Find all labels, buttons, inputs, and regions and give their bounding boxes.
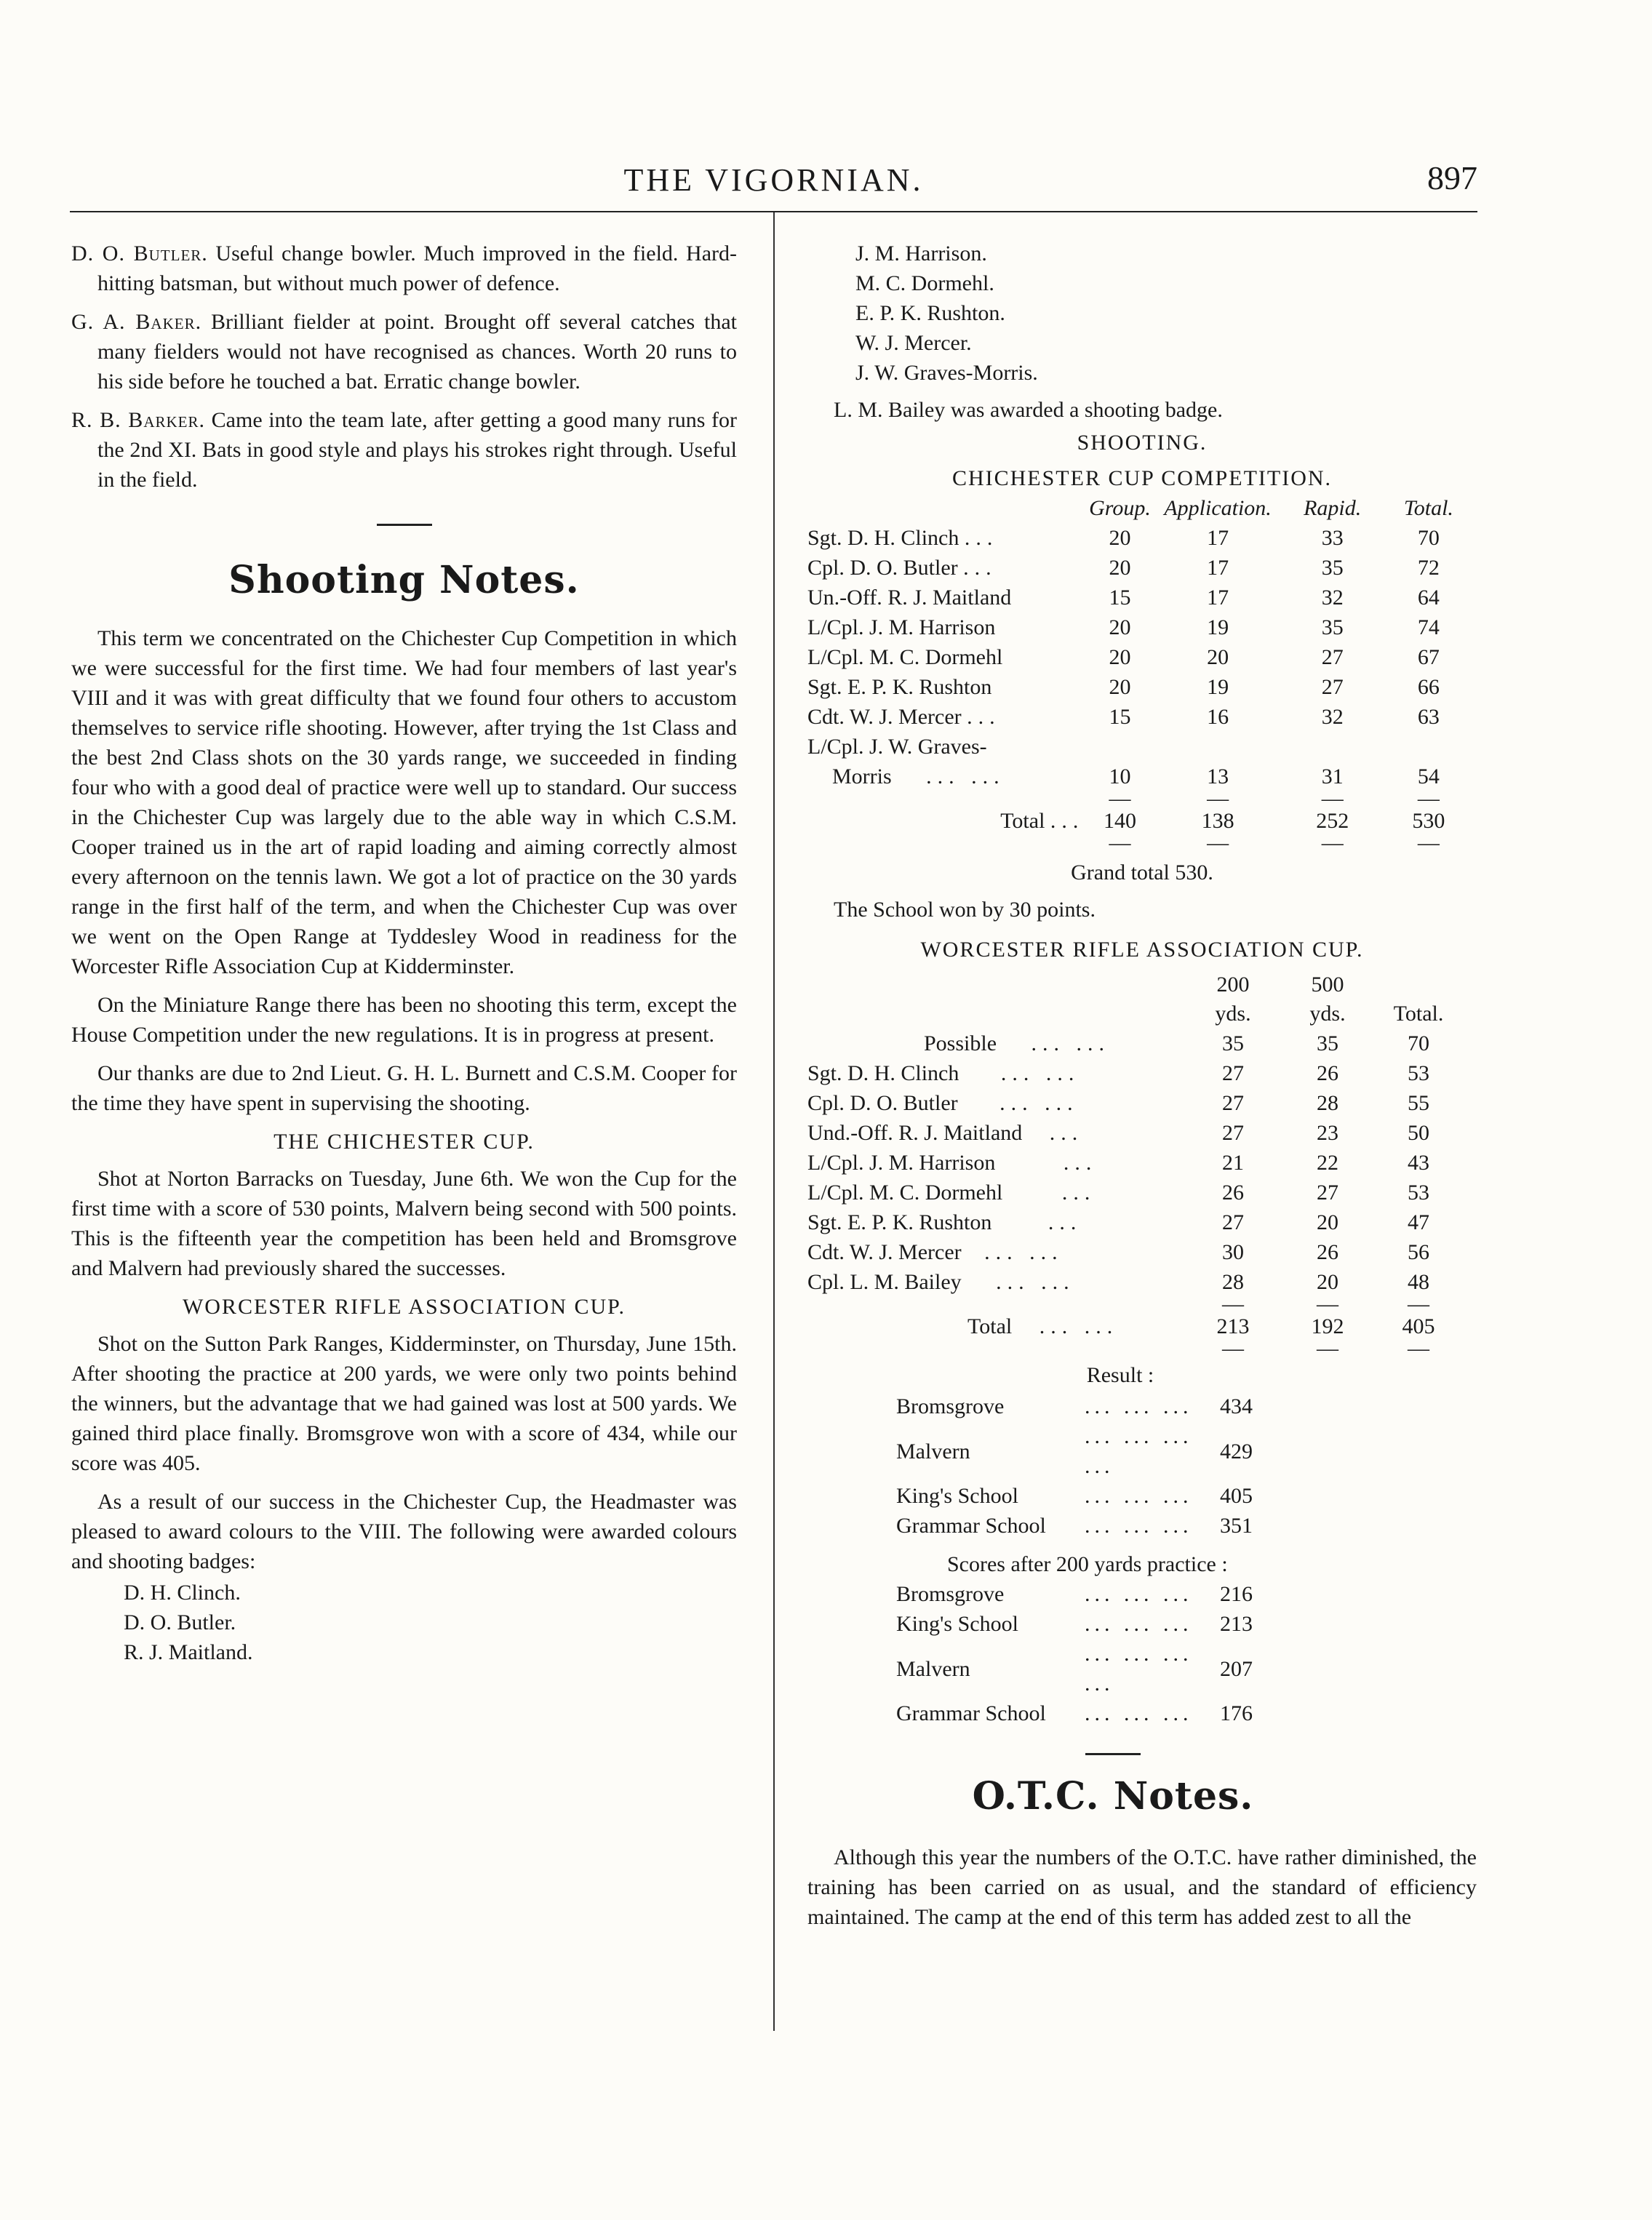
leader-dots: ... ... — [996, 1270, 1075, 1294]
table-row — [807, 1237, 1462, 1267]
list-item: J. M. Harrison. — [855, 241, 987, 265]
chichester-table — [807, 493, 1477, 855]
table-row — [807, 732, 1477, 762]
list-item: M. C. Dormehl. — [855, 271, 994, 295]
possible-label: Possible — [924, 1031, 997, 1055]
shooter-name: L/Cpl. M. C. Dormehl — [807, 1181, 1003, 1205]
score-cell: 35 — [1321, 556, 1344, 580]
leader-dots: ... ... ... — [1084, 1484, 1193, 1508]
total-cell: 213 — [1216, 1314, 1250, 1338]
shooter-name: Cpl. D. O. Butler — [807, 556, 958, 580]
leader-dots: ... ... — [1031, 1031, 1111, 1055]
score-cell: 22 — [1317, 1151, 1338, 1175]
leader-dots: ... ... — [984, 1240, 1064, 1264]
score-cell: 28 — [1222, 1270, 1244, 1294]
score-cell: 20 — [1317, 1210, 1338, 1234]
leader-dots: ... ... — [1039, 1314, 1119, 1338]
shooting-paragraph: On the Miniature Range there has been no shooting this term, except the House Competition under the new regulations. It is in progress at present. — [71, 993, 737, 1047]
column-header: Group. — [1089, 496, 1151, 520]
table-row — [807, 612, 1477, 642]
school-name: King's School — [896, 1612, 1018, 1636]
table-row — [896, 1481, 1362, 1511]
dash-row: — — — — — [1109, 831, 1440, 855]
player-name: R. B. Barker. — [71, 408, 205, 432]
leader-dots: ... — [964, 526, 999, 550]
column-header: 200 — [1216, 973, 1250, 997]
school-name: Bromsgrove — [896, 1394, 1005, 1418]
practice-label: Scores after 200 yards practice : — [947, 1552, 1228, 1576]
worcester-paragraph: Shot on the Sutton Park Ranges, Kidderminster, on Thursday, June 15th. After shooting the practice at 200 yards, we were only two points behind the winners, but the advantage that we had gained was lost at 500 yards. We gained third place finally. Bromsgrove won with a score of 434, while our score was 405. — [71, 1332, 737, 1475]
table-row — [807, 1118, 1462, 1148]
right-column — [807, 239, 1477, 1941]
leader-dots: ... ... ... ... — [1084, 1424, 1193, 1478]
table-row — [807, 523, 1477, 553]
shooter-name: Sgt. D. H. Clinch — [807, 1061, 959, 1085]
score-cell: 15 — [1109, 586, 1131, 610]
score-cell: 27 — [1222, 1210, 1244, 1234]
colours-list — [71, 1578, 737, 1667]
score-cell: 23 — [1317, 1121, 1338, 1145]
score-cell: 56 — [1408, 1240, 1429, 1264]
score-cell: 32 — [1321, 705, 1344, 729]
shooter-name: Cpl. D. O. Butler — [807, 1091, 958, 1115]
total-cell: 252 — [1316, 809, 1349, 833]
score-cell: 20 — [1109, 675, 1131, 699]
leader-dots: ... ... ... — [1084, 1612, 1193, 1636]
table-row — [896, 1421, 1362, 1481]
column-header: Total. — [1403, 496, 1453, 520]
table-row — [807, 762, 1477, 791]
score-cell: 72 — [1417, 556, 1440, 580]
shooting-paragraph: Our thanks are due to 2nd Lieut. G. H. L. Burnett and C.S.M. Cooper for the time they have spent in supervising the shooting. — [71, 1061, 737, 1115]
total-row — [807, 806, 1477, 836]
table-row — [807, 583, 1477, 612]
column-divider — [773, 212, 775, 2031]
list-item: E. P. K. Rushton. — [855, 301, 1005, 325]
score-cell: 32 — [1321, 586, 1344, 610]
score-cell: 53 — [1408, 1061, 1429, 1085]
total-cell: 140 — [1103, 809, 1136, 833]
score-cell: 20 — [1109, 526, 1131, 550]
colours-list-continued — [807, 239, 1477, 388]
score-cell: 27 — [1321, 675, 1344, 699]
score-cell: 405 — [1220, 1484, 1253, 1508]
shooter-name: Sgt. E. P. K. Rushton — [807, 675, 992, 699]
total-label: Total — [967, 1314, 1013, 1338]
grand-total: Grand total 530. — [1071, 861, 1213, 885]
score-cell: 33 — [1321, 526, 1344, 550]
score-cell: 17 — [1207, 586, 1229, 610]
total-label: Total — [1000, 809, 1045, 833]
player-description: Brilliant fielder at point. Brought off several catches that many fielders would not have recognised as chances. Worth 20 runs to his side before he touched a bat. Erratic change bowler. — [97, 310, 737, 394]
score-cell: 19 — [1207, 675, 1229, 699]
table-row — [896, 1609, 1362, 1639]
total-cell: 530 — [1412, 809, 1445, 833]
column-header: Application. — [1164, 496, 1272, 520]
score-cell: 28 — [1317, 1091, 1338, 1115]
score-cell: 66 — [1417, 675, 1440, 699]
score-cell: 27 — [1321, 645, 1344, 669]
leader-dots: ... ... ... — [1084, 1394, 1193, 1418]
table-header-row — [807, 493, 1477, 523]
table-row — [807, 642, 1477, 672]
score-cell: 27 — [1222, 1121, 1244, 1145]
score-cell: 43 — [1408, 1151, 1429, 1175]
cricket-entry — [71, 239, 737, 298]
player-description: Useful change bowler. Much improved in the field. Hard-hitting batsman, but without much power of defence. — [97, 241, 738, 295]
score-cell: 20 — [1207, 645, 1229, 669]
column-header: yds. — [1309, 1002, 1346, 1026]
colours-paragraph: As a result of our success in the Chichester Cup, the Headmaster was pleased to award colours to the VIII. The following were awarded colours and shooting badges: — [71, 1490, 737, 1573]
school-name: Malvern — [896, 1439, 970, 1464]
leader-dots: ... ... — [999, 1091, 1079, 1115]
table-row — [896, 1639, 1362, 1698]
shooting-heading: SHOOTING. — [1077, 431, 1208, 455]
score-cell: 351 — [1220, 1514, 1253, 1538]
chichester-paragraph: Shot at Norton Barracks on Tuesday, June 6th. We won the Cup for the first time with a score of 530 points, Malvern being second with 500 points. This is the fifteenth year the competition has been held and Bromsgrove and Malvern had previously shared the successes. — [71, 1167, 737, 1280]
table-row — [807, 1178, 1462, 1207]
page-number: 897 — [1427, 159, 1477, 196]
table-row — [807, 553, 1477, 583]
score-cell: 27 — [1222, 1061, 1244, 1085]
score-cell: 67 — [1417, 645, 1440, 669]
badge-note: L. M. Bailey was awarded a shooting badge. — [834, 398, 1223, 422]
shooter-name: L/Cpl. M. C. Dormehl — [807, 645, 1003, 669]
list-item: W. J. Mercer. — [855, 331, 972, 355]
table-row — [896, 1579, 1362, 1609]
shooter-name: L/Cpl. J. M. Harrison — [807, 615, 996, 639]
score-cell: 26 — [1317, 1240, 1338, 1264]
section-divider — [1085, 1753, 1141, 1755]
school-name: Malvern — [896, 1656, 970, 1681]
leader-dots: ... — [1061, 1181, 1096, 1205]
score-cell: 35 — [1317, 1031, 1338, 1055]
score-cell: 26 — [1317, 1061, 1338, 1085]
column-header: 500 — [1311, 973, 1344, 997]
shooting-paragraph: This term we concentrated on the Chichester Cup Competition in which we were successful for the first time. We had four members of last year's VIII and it was with great difficulty that we found four others to accustom themselves to service rifle shooting. However, after trying the 1st Class and the best 2nd Class shots on the 30 yards range, we succeeded in finding four who with a good deal of practice were well up to standard. Our success in the Chichester Cup was largely due to the able way in which C.S.M. Cooper trained us in the art of rapid loading and aiming correctly almost every afternoon on the tennis lawn. We got a lot of practice on the 30 yards range in the first half of the term, and when the Chichester Cup was over we went on the Open Range at Tyddesley Wood in readiness for the Worcester Rifle Association Cup at Kidderminster. — [71, 626, 737, 978]
table-header-row — [807, 999, 1462, 1029]
shooter-name: L/Cpl. J. M. Harrison — [807, 1151, 996, 1175]
shooter-name: Cdt. W. J. Mercer — [807, 705, 962, 729]
cricket-entry — [71, 307, 737, 396]
score-cell: 35 — [1222, 1031, 1244, 1055]
score-cell: 16 — [1207, 705, 1229, 729]
score-cell: 13 — [1207, 764, 1229, 788]
leader-dots: ... — [1050, 809, 1085, 833]
player-name: G. A. Baker. — [71, 310, 202, 334]
shooter-name: Und.-Off. R. J. Maitland — [807, 1121, 1023, 1145]
worcester-table-heading: WORCESTER RIFLE ASSOCIATION CUP. — [920, 938, 1364, 962]
shooter-name: L/Cpl. J. W. Graves- — [807, 735, 987, 759]
score-cell: 434 — [1220, 1394, 1253, 1418]
score-cell: 31 — [1321, 764, 1344, 788]
worcester-cup-heading: WORCESTER RIFLE ASSOCIATION CUP. — [182, 1295, 626, 1319]
score-cell: 74 — [1417, 615, 1440, 639]
otc-notes-title: O.T.C. Notes. — [972, 1774, 1254, 1818]
leader-dots: ... ... ... — [1084, 1514, 1193, 1538]
dash-row: — — — — — [1109, 786, 1440, 810]
practice-result-table — [896, 1579, 1362, 1728]
score-cell: 216 — [1220, 1582, 1253, 1606]
leader-dots: ... ... — [926, 764, 1005, 788]
score-cell: 20 — [1109, 645, 1131, 669]
section-divider — [377, 524, 432, 526]
table-row — [807, 1148, 1462, 1178]
page-header — [70, 159, 1477, 209]
score-cell: 213 — [1220, 1612, 1253, 1636]
chichester-competition-heading: CHICHESTER CUP COMPETITION. — [951, 466, 1333, 490]
school-name: Grammar School — [896, 1514, 1046, 1538]
table-row — [896, 1392, 1362, 1421]
page-title: THE VIGORNIAN. — [623, 162, 924, 198]
score-cell: 19 — [1207, 615, 1229, 639]
table-row — [807, 672, 1477, 702]
score-cell: 54 — [1417, 764, 1440, 788]
table-row — [807, 1207, 1462, 1237]
shooting-notes-title: Shooting Notes. — [228, 558, 580, 602]
list-item: J. W. Graves-Morris. — [855, 361, 1038, 385]
score-cell: 48 — [1408, 1270, 1429, 1294]
score-cell: 63 — [1417, 705, 1440, 729]
score-cell: 20 — [1317, 1270, 1338, 1294]
score-cell: 17 — [1207, 526, 1229, 550]
total-cell: 138 — [1201, 809, 1234, 833]
table-row — [807, 1058, 1462, 1088]
shooter-name: Sgt. D. H. Clinch — [807, 526, 959, 550]
left-column — [71, 239, 737, 1667]
score-cell: 176 — [1220, 1701, 1253, 1725]
result-label: Result : — [1086, 1363, 1154, 1387]
leader-dots: ... ... ... — [1084, 1582, 1193, 1606]
score-cell: 20 — [1109, 556, 1131, 580]
total-cell: 192 — [1311, 1314, 1344, 1338]
shooter-name-continued: Morris — [832, 764, 892, 788]
worcester-table — [807, 970, 1462, 1360]
score-cell: 30 — [1222, 1240, 1244, 1264]
score-cell: 27 — [1317, 1181, 1338, 1205]
school-name: Bromsgrove — [896, 1582, 1005, 1606]
score-cell: 27 — [1222, 1091, 1244, 1115]
score-cell: 15 — [1109, 705, 1131, 729]
score-cell: 17 — [1207, 556, 1229, 580]
score-cell: 53 — [1408, 1181, 1429, 1205]
result-table — [896, 1392, 1362, 1541]
dash-row: — — — — [1222, 1336, 1429, 1360]
chichester-cup-heading: THE CHICHESTER CUP. — [274, 1130, 535, 1154]
cricket-entry — [71, 405, 737, 495]
score-cell: 64 — [1417, 586, 1440, 610]
otc-paragraph: Although this year the numbers of the O.T.C. have rather diminished, the training has been carried on as usual, and the standard of efficiency maintained. The camp at the end of this term has added zest to all the — [807, 1845, 1477, 1929]
player-description: Came into the team late, after getting a good many runs for the 2nd XI. Bats in good style and plays his strokes right through. Useful in the field. — [97, 408, 738, 492]
score-cell: 26 — [1222, 1181, 1244, 1205]
leader-dots: ... ... ... ... — [1084, 1642, 1193, 1696]
dash-row: — — — — [1222, 1292, 1429, 1316]
table-row — [807, 702, 1477, 732]
column-header: Total. — [1393, 1002, 1444, 1026]
table-row — [896, 1511, 1362, 1541]
leader-dots: ... — [1063, 1151, 1098, 1175]
shooter-name: Cdt. W. J. Mercer — [807, 1240, 962, 1264]
school-name: Grammar School — [896, 1701, 1046, 1725]
table-row — [896, 1698, 1362, 1728]
table-row — [807, 1088, 1462, 1118]
score-cell: 20 — [1109, 615, 1131, 639]
shooter-name: Sgt. E. P. K. Rushton — [807, 1210, 992, 1234]
school-name: King's School — [896, 1484, 1018, 1508]
score-cell: 50 — [1408, 1121, 1429, 1145]
leader-dots: ... — [963, 556, 997, 580]
table-row — [807, 1029, 1462, 1058]
list-item: D. H. Clinch. — [124, 1581, 241, 1605]
score-cell: 70 — [1408, 1031, 1429, 1055]
leader-dots: ... ... ... — [1084, 1701, 1193, 1725]
leader-dots: ... — [1049, 1121, 1084, 1145]
total-row — [807, 1311, 1462, 1341]
score-cell: 207 — [1220, 1656, 1253, 1681]
score-cell: 47 — [1408, 1210, 1429, 1234]
column-header: Rapid. — [1304, 496, 1362, 520]
leader-dots: ... — [967, 705, 1001, 729]
score-cell: 35 — [1321, 615, 1344, 639]
leader-dots: ... ... — [1000, 1061, 1080, 1085]
column-header: yds. — [1215, 1002, 1251, 1026]
school-won-note: The School won by 30 points. — [834, 898, 1096, 922]
score-cell: 429 — [1220, 1439, 1253, 1464]
score-cell: 21 — [1222, 1151, 1244, 1175]
score-cell: 70 — [1417, 526, 1440, 550]
shooter-name: Un.-Off. R. J. Maitland — [807, 586, 1012, 610]
total-cell: 405 — [1402, 1314, 1435, 1338]
table-header-row — [807, 970, 1462, 999]
shooter-name: Cpl. L. M. Bailey — [807, 1270, 962, 1294]
score-cell: 55 — [1408, 1091, 1429, 1115]
list-item: D. O. Butler. — [124, 1610, 236, 1634]
player-name: D. O. Butler. — [71, 241, 208, 265]
list-item: R. J. Maitland. — [124, 1640, 253, 1664]
table-row — [807, 1267, 1462, 1297]
score-cell: 10 — [1109, 764, 1131, 788]
leader-dots: ... — [1048, 1210, 1082, 1234]
